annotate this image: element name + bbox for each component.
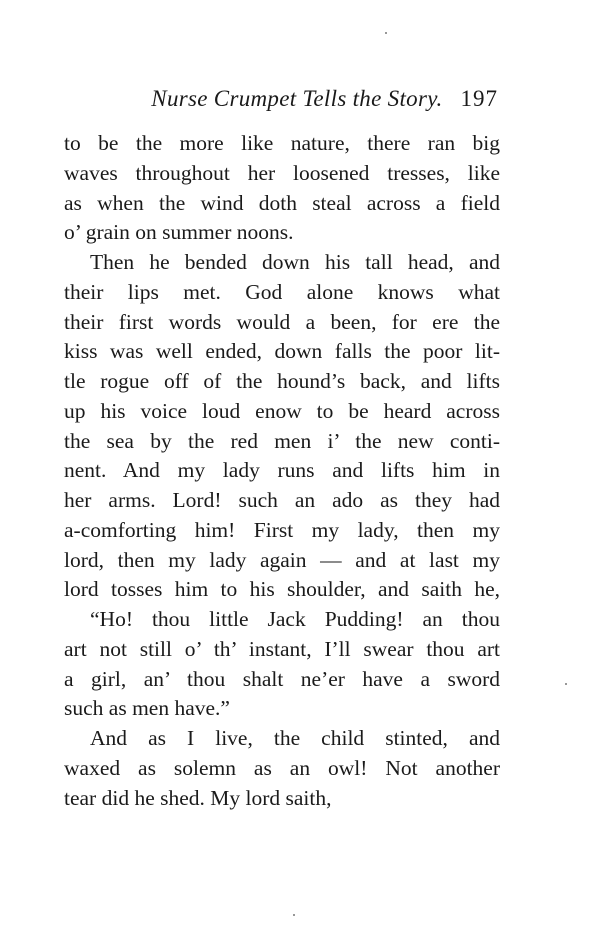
- scan-speck: [385, 32, 387, 34]
- text-line: tle rogue off of the hound’s back, and lifts: [64, 369, 500, 393]
- scan-speck: [565, 683, 567, 685]
- text-line: the sea by the red men i’ the new conti-: [64, 428, 500, 453]
- text-line: their lips met. God alone knows what: [64, 279, 500, 304]
- text-line: up his voice loud enow to be heard across: [64, 398, 500, 423]
- text-line: a girl, an’ thou shalt ne’er have a sword: [64, 666, 500, 691]
- text-line: waxed as solemn as an owl! Not another: [64, 755, 500, 780]
- scan-speck: [293, 914, 295, 916]
- text-line: art not still o’ th’ instant, I’ll swear thou art: [64, 636, 500, 661]
- text-line: kiss was well ended, down falls the poor lit-: [64, 339, 500, 364]
- text-line: her arms. Lord! such an ado as they had: [64, 488, 500, 512]
- text-line: as when the wind doth steal across a field: [64, 190, 500, 215]
- text-line: such as men have.”: [64, 696, 230, 721]
- text-line: “Ho! thou little Jack Pudding! an thou: [90, 607, 500, 631]
- text-line: o’ grain on summer noons.: [64, 220, 294, 245]
- page-number: 197: [460, 86, 498, 111]
- text-line: their first words would a been, for ere the: [64, 309, 500, 334]
- text-line: Then he bended down his tall head, and: [90, 250, 500, 274]
- text-line: nent. And my lady runs and lifts him in: [64, 458, 500, 483]
- text-line: a-comforting him! First my lady, then my: [64, 517, 500, 542]
- body-text: [64, 129, 500, 813]
- text-line: lord tosses him to his shoulder, and saith he,: [64, 577, 500, 602]
- text-line: waves throughout her loosened tresses, like: [64, 160, 500, 185]
- running-head: [0, 84, 498, 114]
- running-head-title: Nurse Crumpet Tells the Story.: [151, 86, 443, 111]
- text-line: lord, then my lady again — and at last my: [64, 547, 500, 572]
- text-line: to be the more like nature, there ran big: [64, 131, 500, 155]
- text-line: tear did he shed. My lord saith,: [64, 785, 332, 810]
- text-line: And as I live, the child stinted, and: [90, 726, 500, 750]
